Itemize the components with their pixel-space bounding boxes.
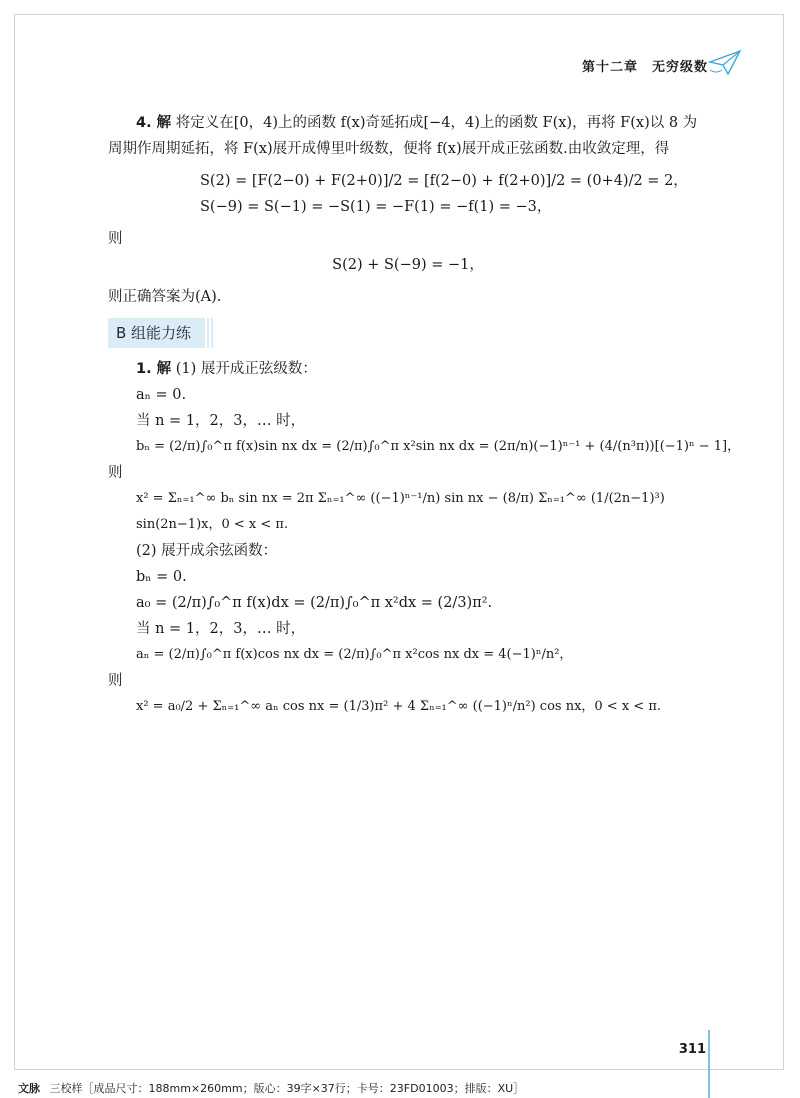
a-0-formula: a₀ = (2/π)∫₀^π f(x)dx = (2/π)∫₀^π x²dx = (2/3)π². (136, 595, 493, 611)
footer-info: 三校样［成品尺寸：188mm×260mm；版心：39字×37行；卡号：23FD01003；排版：XU］ (49, 1082, 525, 1095)
a-n-formula: aₙ = (2/π)∫₀^π f(x)cos nx dx = (2/π)∫₀^π x²cos nx dx = 4(−1)ⁿ/n²， (136, 647, 573, 662)
section-b-badge: B 组能力练 (108, 318, 203, 348)
margin-rule (708, 1030, 710, 1098)
part1-title: (1) 展开成正弦级数： (175, 361, 317, 377)
page-number: 311 (678, 1042, 706, 1057)
problem1-lead: 1. 解 (136, 361, 172, 377)
sine-series: x² = Σₙ₌₁^∞ bₙ sin nx = 2π Σₙ₌₁^∞ ((−1)ⁿ⁻¹/n) sin nx − (8/π) Σₙ₌₁^∞ (1/(2n−1)³) sin(2n−1)x，0 < x < π. (136, 491, 665, 532)
cosine-series: x² = a₀/2 + Σₙ₌₁^∞ aₙ cos nx = (1/3)π² + 4 Σₙ₌₁^∞ ((−1)ⁿ/n²) cos nx，0 < x < π. (136, 699, 661, 714)
when-n-2: 当 n = 1，2，3，… 时， (136, 621, 306, 637)
equation-s2: S(2) = [F(2−0) + F(2+0)]/2 = [f(2−0) + f(2+0)]/2 = (0+4)/2 = 2， (200, 173, 688, 189)
b-n-zero: bₙ = 0. (136, 569, 187, 585)
answer-conclusion: 则正确答案为(A). (108, 289, 222, 305)
part2-title: (2) 展开成余弦函数： (136, 543, 278, 559)
problem4-text: 将定义在[0，4)上的函数 f(x)奇延拓成[−4，4)上的函数 F(x)，再将 F(x)以 8 为周期作周期延拓，将 F(x)展开成傅里叶级数，便将 f(x)展开成正弦函数.由收敛定理，得 (108, 115, 698, 157)
equation-sum: S(2) + S(−9) = −1， (332, 257, 484, 273)
when-n-1: 当 n = 1，2，3，… 时， (136, 413, 306, 429)
paper-plane-icon (708, 48, 742, 78)
equation-s-9: S(−9) = S(−1) = −S(1) = −F(1) = −f(1) = −3， (200, 199, 552, 215)
main-content (108, 110, 741, 720)
problem1-heading (108, 356, 708, 382)
label-ze-2: 则 (108, 465, 123, 481)
footer-brand: 文脉 (18, 1082, 40, 1095)
label-ze: 则 (108, 231, 123, 247)
chapter-header: 第十二章 无穷级数 (581, 60, 708, 75)
problem4-lead: 4. 解 (136, 115, 172, 131)
a-n-zero: aₙ = 0. (136, 387, 187, 403)
problem4-paragraph (108, 110, 708, 162)
label-ze-3: 则 (108, 673, 123, 689)
footer (18, 1080, 524, 1096)
b-n-formula: bₙ = (2/π)∫₀^π f(x)sin nx dx = (2/π)∫₀^π x²sin nx dx = (2π/n)(−1)ⁿ⁻¹ + (4/(n³π))[(−1)ⁿ − 1]， (136, 439, 741, 454)
